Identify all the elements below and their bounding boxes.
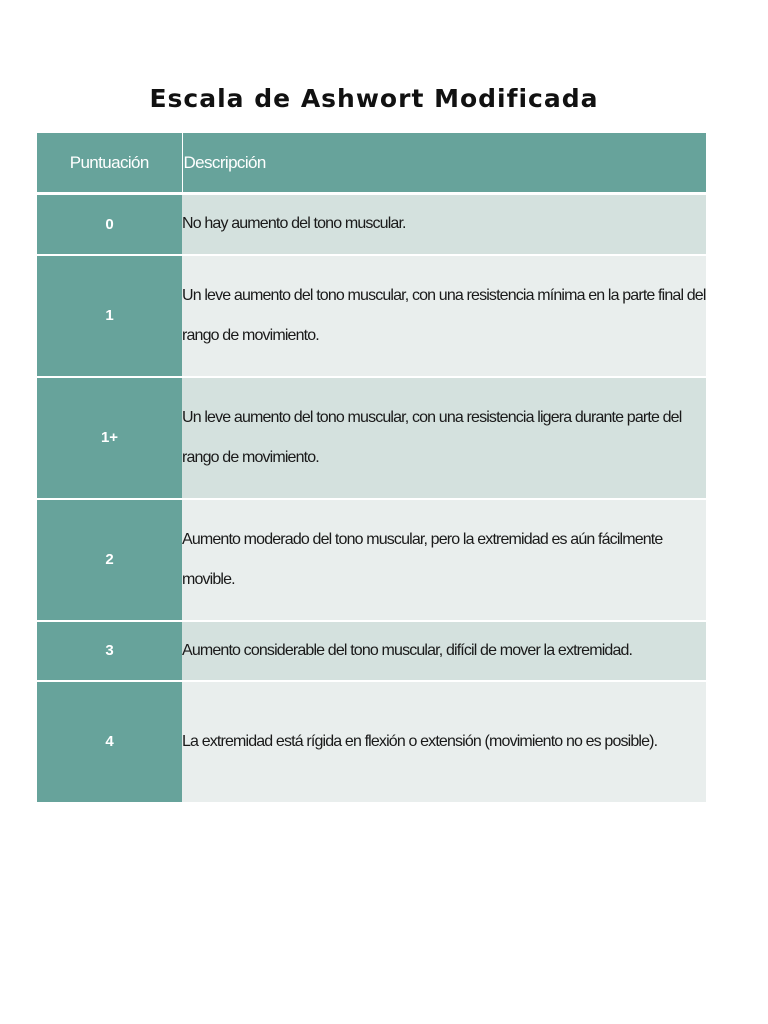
description-cell: Aumento moderado del tono muscular, pero la extremidad es aún fácilmente movible. xyxy=(182,499,706,621)
table-row xyxy=(37,377,706,499)
ashworth-scale-table xyxy=(37,133,706,804)
score-cell: 2 xyxy=(37,499,182,621)
table-row xyxy=(37,255,706,377)
table-row xyxy=(37,621,706,681)
score-cell: 1 xyxy=(37,255,182,377)
table-row xyxy=(37,194,706,255)
description-column-header: Descripción xyxy=(182,133,706,194)
score-column-header: Puntuación xyxy=(37,133,182,194)
table-row xyxy=(37,681,706,803)
table-header-row xyxy=(37,133,706,194)
description-cell: Aumento considerable del tono muscular, difícil de mover la extremidad. xyxy=(182,621,706,681)
description-cell: Un leve aumento del tono muscular, con una resistencia mínima en la parte final del rango de movimiento. xyxy=(182,255,706,377)
description-cell: La extremidad está rígida en flexión o extensión (movimiento no es posible). xyxy=(182,681,706,803)
page-title: Escala de Ashwort Modificada xyxy=(149,84,599,113)
score-cell: 3 xyxy=(37,621,182,681)
description-cell: Un leve aumento del tono muscular, con una resistencia ligera durante parte del rango de movimiento. xyxy=(182,377,706,499)
score-cell: 0 xyxy=(37,194,182,255)
score-cell: 1+ xyxy=(37,377,182,499)
score-cell: 4 xyxy=(37,681,182,803)
table-row xyxy=(37,499,706,621)
description-cell: No hay aumento del tono muscular. xyxy=(182,194,706,255)
